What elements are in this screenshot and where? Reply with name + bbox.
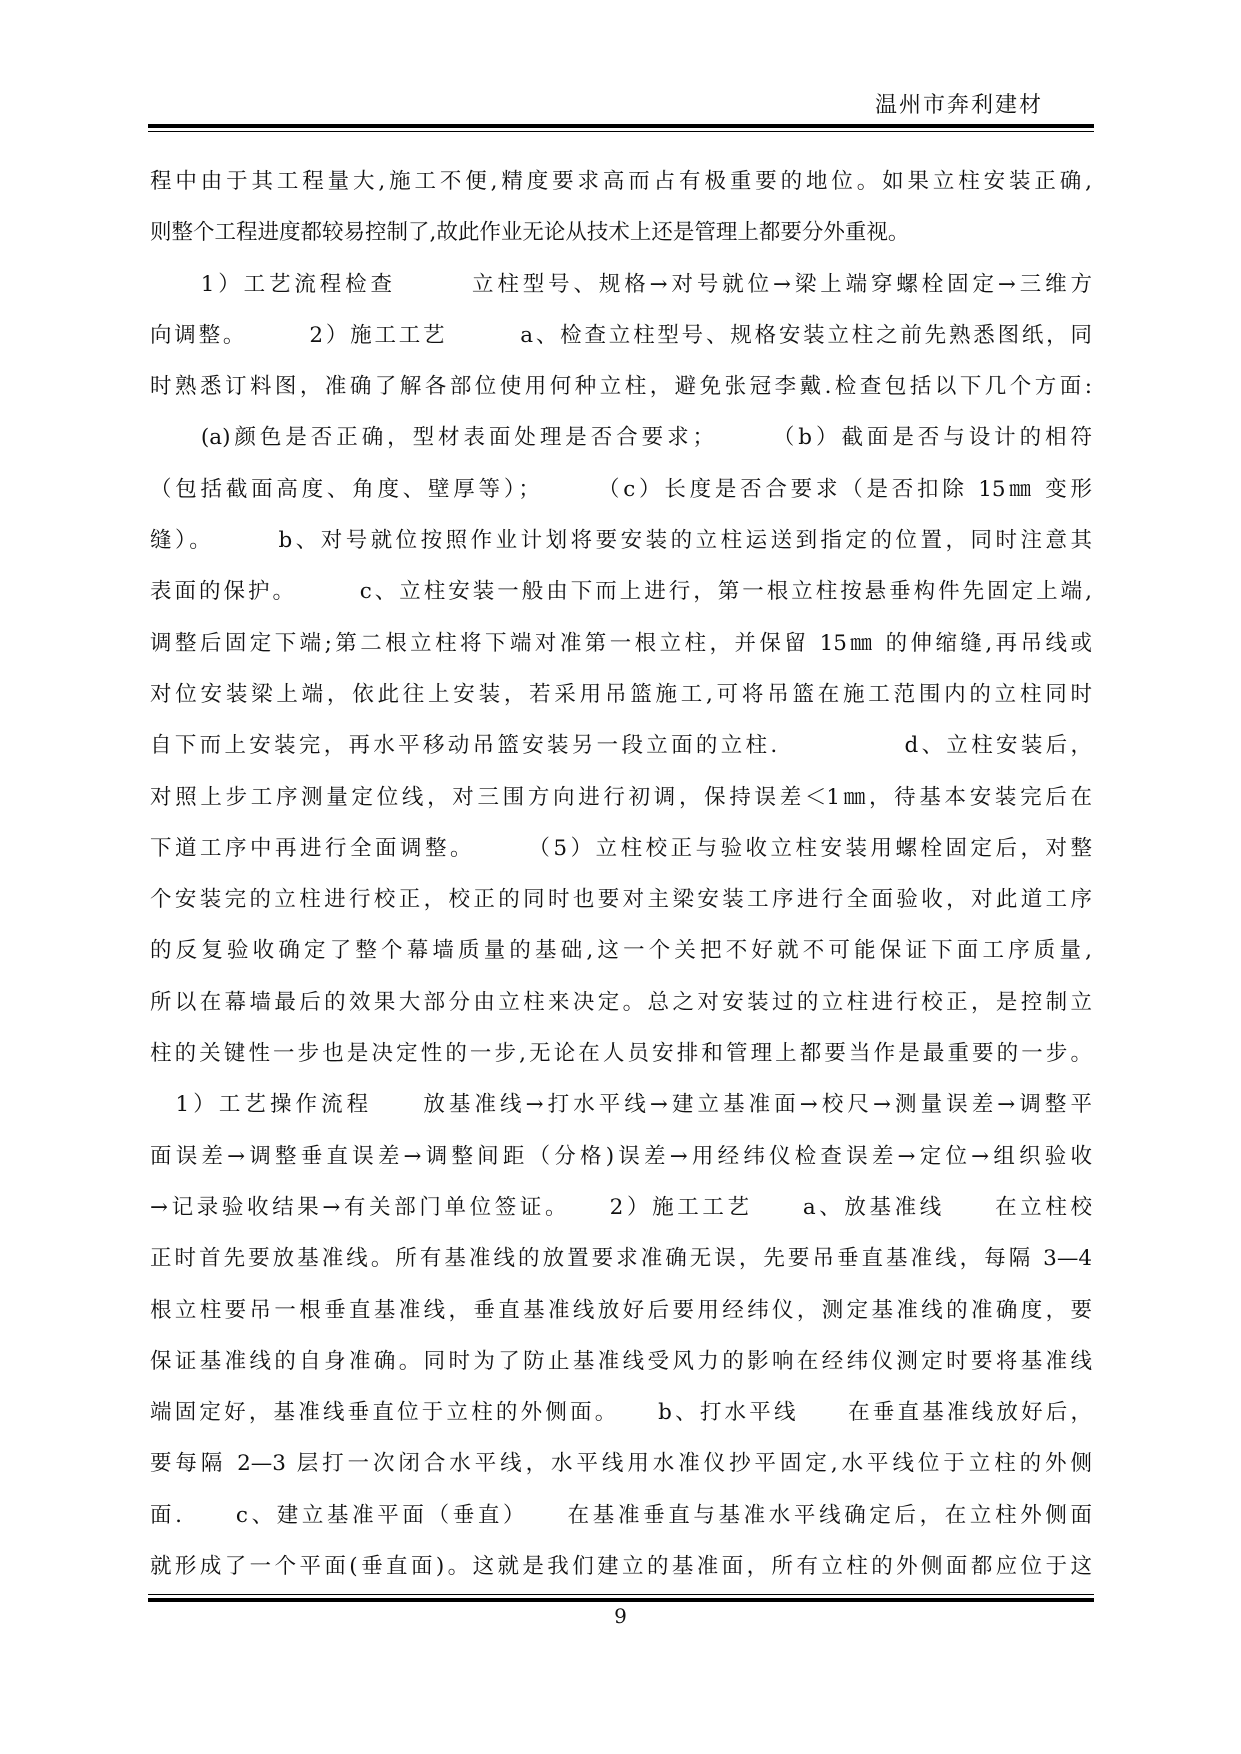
header-rule-thin (148, 131, 1094, 132)
footer-rule-thin (148, 1594, 1094, 1595)
text-line: 对位安装梁上端，依此往上安装，若采用吊篮施工,可将吊篮在施工范围内的立柱同时 (150, 681, 1092, 707)
text-line: 正时首先要放基准线。所有基准线的放置要求准确无误，先要吊垂直基准线，每隔 3—4 (150, 1246, 1092, 1272)
text-line: 程中由于其工程量大,施工不便,精度要求高而占有极重要的地位。如果立柱安装正确, (150, 169, 1092, 194)
text-line: 要每隔 2—3 层打一次闭合水平线，水平线用水准仪抄平固定,水平线位于立柱的外侧 (150, 1451, 1092, 1477)
text-line: 则整个工程进度都较易控制了,故此作业无论从技术上还是管理上都要分外重视。 (150, 220, 910, 246)
text-line: 柱的关键性一步也是决定性的一步,无论在人员安排和管理上都要当作是最重要的一步。 (150, 1041, 1092, 1067)
footer-rule-thick (148, 1598, 1094, 1602)
text-line: 个安装完的立柱进行校正，校正的同时也要对主梁安装工序进行全面验收，对此道工序 (150, 887, 1092, 913)
text-line: 的反复验收确定了整个幕墙质量的基础,这一个关把不好就不可能保证下面工序质量, (150, 938, 1092, 964)
text-line: 面. c、建立基准平面（垂直） 在基准垂直与基准水平线确定后，在立柱外侧面 (150, 1502, 1092, 1528)
text-line: 1）工艺流程检查 立柱型号、规格→对号就位→梁上端穿螺栓固定→三维方 (150, 271, 1092, 297)
text-line: （包括截面高度、角度、壁厚等）； （c）长度是否合要求（是否扣除 15㎜ 变形 (150, 476, 1092, 502)
text-line: 自下而上安装完，再水平移动吊篮安装另一段立面的立柱. d、立柱安装后， (150, 733, 1092, 759)
text-line: 向调整。 2）施工工艺 a、检查立柱型号、规格安装立柱之前先熟悉图纸，同 (150, 322, 1092, 348)
text-line: 下道工序中再进行全面调整。 （5）立柱校正与验收立柱安装用螺栓固定后，对整 (150, 835, 1092, 861)
page-number: 9 (614, 1604, 627, 1628)
text-line: (a)颜色是否正确，型材表面处理是否合要求； （b）截面是否与设计的相符 (150, 425, 1092, 451)
text-line: 调整后固定下端;第二根立柱将下端对准第一根立柱，并保留 15㎜ 的伸缩缝,再吊线或 (150, 630, 1092, 656)
text-line: 就形成了一个平面(垂直面)。这就是我们建立的基准面，所有立柱的外侧面都应位于这 (150, 1554, 1092, 1580)
text-line: 时熟悉订料图，准确了解各部位使用何种立柱，避免张冠李戴.检查包括以下几个方面: (150, 374, 1092, 400)
body-text (150, 156, 1092, 1592)
text-line: 端固定好，基准线垂直位于立柱的外侧面。 b、打水平线 在垂直基准线放好后， (150, 1400, 1092, 1426)
text-line: 缝）。 b、对号就位按照作业计划将要安装的立柱运送到指定的位置，同时注意其 (150, 528, 1092, 554)
text-line: 所以在幕墙最后的效果大部分由立柱来决定。总之对安装过的立柱进行校正，是控制立 (150, 989, 1092, 1015)
text-line: 1）工艺操作流程 放基准线→打水平线→建立基准面→校尺→测量误差→调整平 (150, 1092, 1092, 1118)
text-line: 面误差→调整垂直误差→调整间距（分格)误差→用经纬仪检查误差→定位→组织验收 (150, 1143, 1092, 1169)
text-line: 对照上步工序测量定位线，对三围方向进行初调，保持误差＜1㎜，待基本安装完后在 (150, 784, 1092, 810)
header-rule-thick (148, 124, 1094, 128)
text-line: 保证基准线的自身准确。同时为了防止基准线受风力的影响在经纬仪测定时要将基准线 (150, 1348, 1092, 1374)
text-line: 根立柱要吊一根垂直基准线，垂直基准线放好后要用经纬仪，测定基准线的准确度，要 (150, 1297, 1092, 1323)
text-line: →记录验收结果→有关部门单位签证。 2）施工工艺 a、放基准线 在立柱校 (150, 1194, 1092, 1220)
header-company-name: 温州市奔利建材 (874, 93, 1043, 118)
text-line: 表面的保护。 c、立柱安装一般由下而上进行，第一根立柱按悬垂构件先固定上端, (150, 579, 1092, 605)
